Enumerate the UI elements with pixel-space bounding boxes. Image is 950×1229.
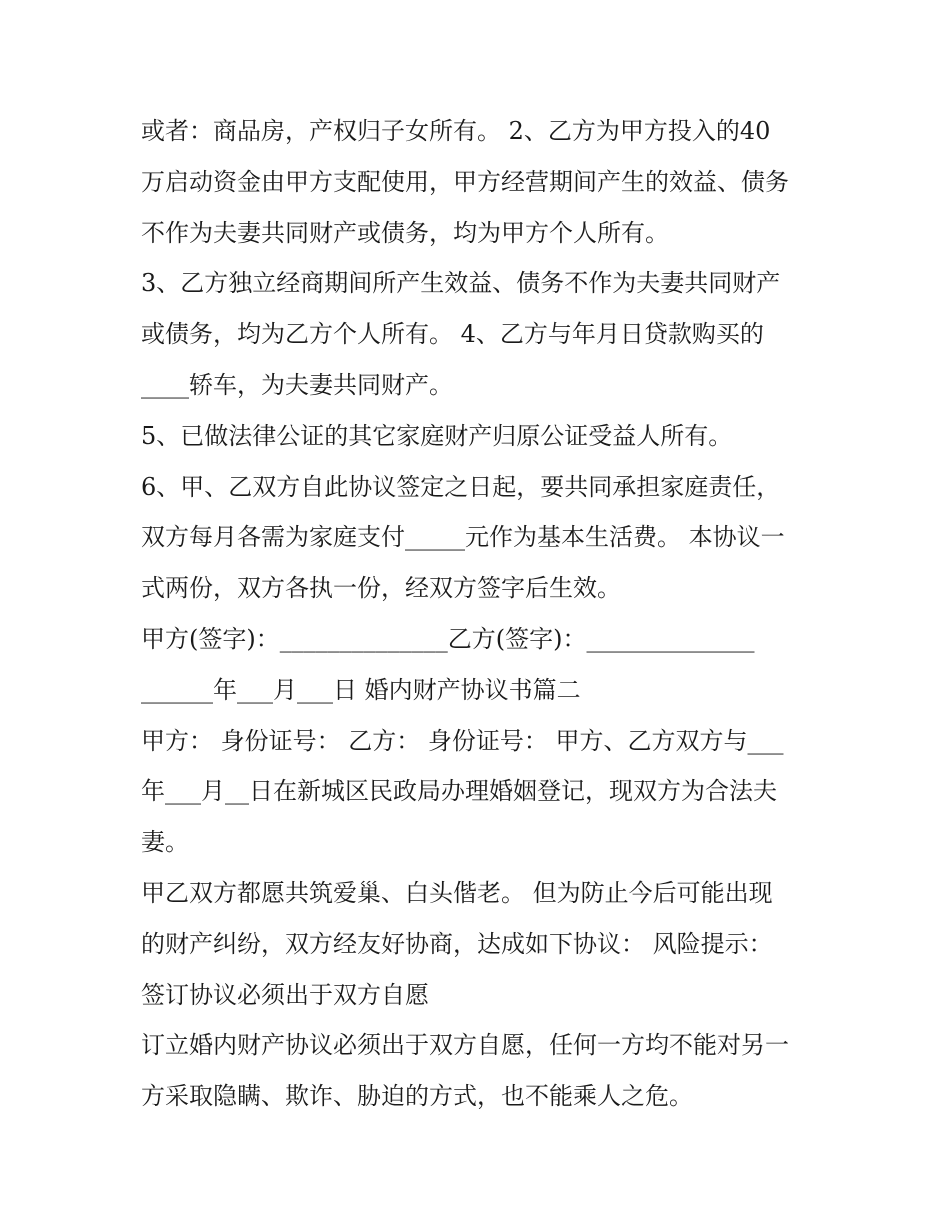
text-line: 甲乙双方都愿共筑爱巢、白头偕老。 但为防止今后可能出现 [141, 878, 773, 907]
text-line: 6、甲、乙双方自此协议签定之日起，要共同承担家庭责任， [141, 472, 781, 501]
document-body [141, 106, 821, 1122]
text-line: 式两份，双方各执一份，经双方签字后生效。 [141, 574, 621, 603]
text-line: ____轿车，为夫妻共同财产。 [141, 370, 453, 399]
text-line: 或债务，均为乙方个人所有。 4、乙方与年月日贷款购买的 [141, 320, 764, 349]
text-line: 或者：商品房，产权归子女所有。 2、乙方为甲方投入的40 [141, 117, 771, 145]
text-line: 妻。 [141, 828, 189, 857]
text-line: 双方每月各需为家庭支付_____元作为基本生活费。 本协议一 [141, 523, 785, 552]
date-heading-line: ______年___月___日 婚内财产协议书篇二 [141, 675, 581, 704]
text-line: 的财产纠纷，双方经友好协商，达成如下协议： 风险提示： [141, 929, 773, 958]
section-heading: 签订协议必须出于双方自愿 [141, 980, 429, 1009]
text-line: 3、乙方独立经商期间所产生效益、债务不作为夫妻共同财产 [141, 269, 781, 298]
signature-line: 甲方(签字)：______________乙方(签字)：______________ [141, 624, 755, 653]
text-line: 5、已做法律公证的其它家庭财产归原公证受益人所有。 [141, 421, 733, 450]
text-line: 方采取隐瞒、欺诈、胁迫的方式，也不能乘人之危。 [141, 1082, 693, 1111]
text-line: 年___月__日在新城区民政局办理婚姻登记，现双方为合法夫 [141, 777, 777, 806]
text-line: 甲方： 身份证号： 乙方： 身份证号： 甲方、乙方双方与___ [141, 726, 784, 755]
text-line: 不作为夫妻共同财产或债务，均为甲方个人所有。 [141, 218, 669, 247]
text-line: 订立婚内财产协议必须出于双方自愿，任何一方均不能对另一 [141, 1031, 789, 1060]
text-line: 万启动资金由甲方支配使用，甲方经营期间产生的效益、债务 [141, 167, 789, 196]
